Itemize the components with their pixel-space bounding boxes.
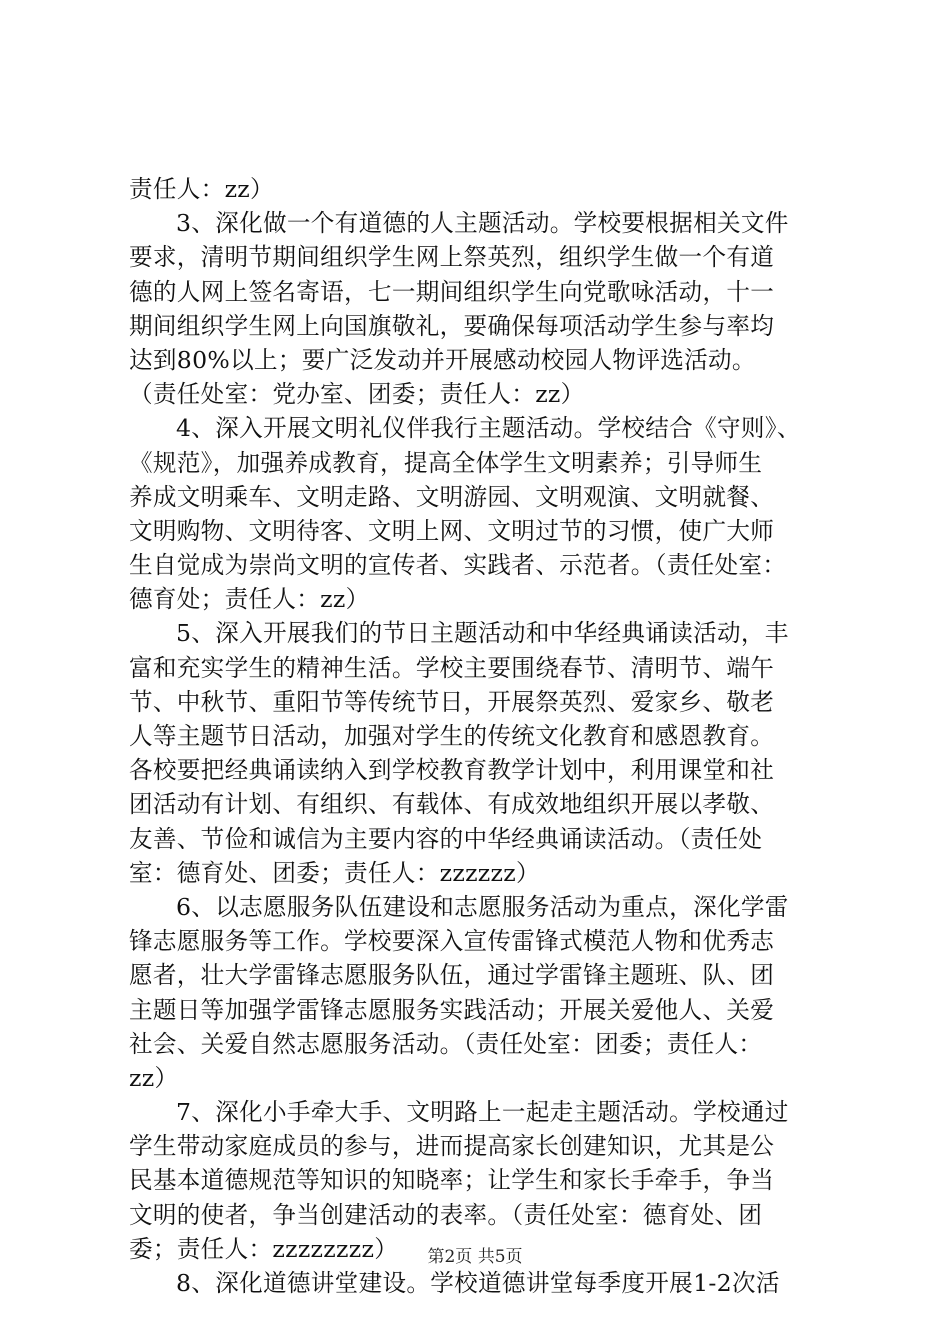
text-line: 友善、节俭和诚信为主要内容的中华经典诵读活动。（责任处 (129, 824, 763, 853)
text-line: 委；责任人：zzzzzzzz） (129, 1234, 399, 1263)
text-line: 生自觉成为崇尚文明的宣传者、实践者、示范者。（责任处室： (129, 551, 787, 580)
text-line: 达到80%以上；要广泛发动并开展感动校园人物评选活动。 (129, 345, 756, 374)
paragraph-3-line: 3、深化做一个有道德的人主题活动。学校要根据相关文件 (176, 209, 789, 238)
text-line: 人等主题节日活动，加强对学生的传统文化教育和感恩教育。 (129, 722, 775, 750)
paragraph-7-line: 7、深化小手牵大手、文明路上一起走主题活动。学校通过 (176, 1098, 789, 1127)
text-line: 室：德育处、团委；责任人：zzzzzz） (129, 858, 540, 887)
text-line: 节、中秋节、重阳节等传统节日，开展祭英烈、爱家乡、敬老 (129, 687, 775, 716)
text-line: 团活动有计划、有组织、有载体、有成效地组织开展以孝敬、 (129, 790, 775, 819)
text-line: 文明购物、文明待客、文明上网、文明过节的习惯，使广大师 (129, 516, 775, 545)
text-line: 《规范》，加强养成教育，提高全体学生文明素养；引导师生 (129, 448, 763, 477)
paragraph-8-line: 8、深化道德讲堂建设。学校道德讲堂每季度开展1-2次活 (176, 1269, 780, 1297)
page-number-footer: 第2页 共5页 (427, 1247, 523, 1267)
paragraph-6-line: 6、以志愿服务队伍建设和志愿服务活动为重点，深化学雷 (176, 892, 789, 921)
text-line: （责任处室：党办室、团委；责任人：zz） (129, 380, 585, 409)
text-line: 民基本道德规范等知识的知晓率；让学生和家长手牵手，争当 (129, 1166, 775, 1195)
text-line: 德的人网上签名寄语，七一期间组织学生向党歌咏活动，十一 (129, 277, 775, 306)
text-line: 责任人：zz） (129, 175, 274, 203)
text-line: 要求，清明节期间组织学生网上祭英烈，组织学生做一个有道 (129, 243, 775, 272)
text-line: 德育处；责任人：zz） (129, 585, 370, 614)
text-line: zz） (129, 1063, 179, 1092)
text-line: 养成文明乘车、文明走路、文明游园、文明观演、文明就餐、 (129, 482, 775, 511)
paragraph-4-line: 4、深入开展文明礼仪伴我行主题活动。学校结合《守则》、 (176, 414, 801, 443)
paragraph-5-line: 5、深入开展我们的节日主题活动和中华经典诵读活动，丰 (176, 619, 789, 648)
document-body (129, 172, 829, 1300)
text-line: 主题日等加强学雷锋志愿服务实践活动；开展关爱他人、关爱 (129, 995, 775, 1024)
text-line: 社会、关爱自然志愿服务活动。（责任处室：团委；责任人： (129, 1029, 763, 1058)
text-line: 文明的使者，争当创建活动的表率。（责任处室：德育处、团 (129, 1200, 763, 1229)
text-line: 期间组织学生网上向国旗敬礼，要确保每项活动学生参与率均 (129, 311, 775, 340)
text-line: 学生带动家庭成员的参与，进而提高家长创建知识，尤其是公 (129, 1132, 775, 1161)
text-line: 各校要把经典诵读纳入到学校教育教学计划中，利用课堂和社 (129, 756, 775, 785)
text-line: 愿者，壮大学雷锋志愿服务队伍，通过学雷锋主题班、队、团 (129, 961, 775, 990)
text-line: 锋志愿服务等工作。学校要深入宣传雷锋式模范人物和优秀志 (129, 927, 775, 956)
text-line: 富和充实学生的精神生活。学校主要围绕春节、清明节、端午 (129, 653, 775, 682)
